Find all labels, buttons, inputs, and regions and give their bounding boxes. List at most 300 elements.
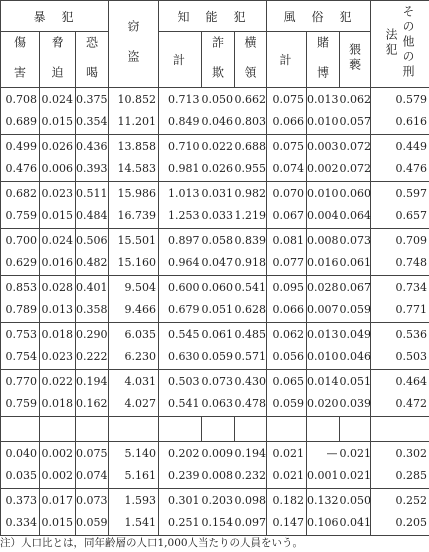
cell-value: 15.986 [117,187,157,200]
cell-value: 0.024 [41,234,73,247]
cell-value: 1.253 [168,209,200,222]
cell-value: 0.616 [395,115,428,128]
cell-value: 0.503 [168,375,200,388]
cell-value: 0.057 [339,115,372,128]
table-row [1,370,429,417]
cell-value: 0.373 [5,494,37,507]
cell-value: 0.476 [5,162,37,175]
table-cell [340,88,371,135]
cell-value: 0.194 [234,447,267,460]
cell-value: 0.059 [76,516,108,529]
table-row [1,229,429,276]
cell-value: 11.201 [117,115,157,128]
table-cell [307,489,340,536]
cell-value: 0.018 [41,328,73,341]
cell-value: 0.062 [272,328,305,341]
cell-value: 0.021 [339,447,372,460]
table-cell [76,229,109,276]
table-cell [371,229,429,276]
table-cell [40,489,76,536]
table-cell [109,370,159,417]
table-cell [202,370,235,417]
table-cell [1,442,40,489]
cell-value: 1.593 [124,494,157,507]
cell-value: 0.849 [168,115,200,128]
cell-value: 0.232 [234,469,267,482]
cell-value: 0.472 [395,397,428,410]
table-cell [40,229,76,276]
cell-value: 0.065 [272,375,305,388]
cell-value: 0.046 [339,350,372,363]
cell-value: 0.073 [201,375,234,388]
table-cell [1,182,40,229]
table-cell [109,88,159,135]
cell-value: 0.021 [272,447,305,460]
cell-value: 0.393 [76,162,108,175]
table-cell [76,88,109,135]
cell-value: 0.067 [272,209,305,222]
cell-value: 9.466 [124,303,157,316]
cell-value: 0.062 [339,93,372,106]
cell-value: 0.073 [76,494,108,507]
cell-value: 0.803 [234,115,267,128]
cell-value: 13.858 [117,140,157,153]
cell-value: 0.162 [76,397,108,410]
table-cell [307,442,340,489]
cell-value: 4.031 [124,375,157,388]
table-cell [235,135,267,182]
cell-value: 14.583 [117,162,157,175]
table-cell [307,323,340,370]
cell-value: 0.008 [201,469,234,482]
header-intellectual: 知 能 犯 [159,1,267,32]
empty-cell [40,417,76,442]
table-cell [267,88,307,135]
table-row [1,323,429,370]
table-cell [1,135,40,182]
table-cell [40,135,76,182]
cell-value: 0.239 [168,469,200,482]
table-cell [340,276,371,323]
table-cell [371,442,429,489]
table-row [1,489,429,536]
cell-value: 10.852 [117,93,157,106]
cell-value: 0.759 [5,397,37,410]
table-cell [76,489,109,536]
cell-value: 0.290 [76,328,108,341]
table-cell [340,323,371,370]
cell-value: 0.194 [76,375,108,388]
cell-value: 0.482 [76,256,108,269]
cell-value: 0.506 [76,234,108,247]
table-cell [109,135,159,182]
cell-value: 0.050 [339,494,372,507]
cell-value: 0.202 [168,447,200,460]
cell-value: 0.789 [5,303,37,316]
cell-value: 0.759 [5,209,37,222]
table-cell [235,489,267,536]
cell-value: 0.401 [76,281,108,294]
cell-value: — [326,447,338,460]
cell-value: 0.503 [395,350,428,363]
table-cell [267,276,307,323]
cell-value: 0.839 [234,234,267,247]
table-cell [1,370,40,417]
table-cell [267,182,307,229]
cell-value: 0.754 [5,350,37,363]
cell-value: 0.710 [168,140,200,153]
cell-value: 0.006 [41,162,73,175]
cell-value: 0.154 [201,516,234,529]
cell-value: 0.302 [395,447,428,460]
header-other-criminal: その他の刑法犯 [371,1,429,88]
cell-value: 0.682 [5,187,37,200]
cell-value: 0.748 [395,256,428,269]
cell-value: 0.060 [201,281,234,294]
table-row [1,182,429,229]
cell-value: 0.182 [272,494,305,507]
cell-value: 0.039 [339,397,372,410]
cell-value: 0.016 [41,256,73,269]
table-cell [340,489,371,536]
cell-value: 0.059 [201,350,234,363]
empty-cell [235,417,267,442]
cell-value: 0.018 [41,397,73,410]
table-note: 注）人口比とは，同年齢層の人口1,000人当たりの人員をいう。 [0,537,304,549]
cell-value: 0.541 [234,281,267,294]
table-cell [267,135,307,182]
cell-value: 0.075 [272,93,305,106]
cell-value: 0.982 [234,187,267,200]
cell-value: 0.024 [41,93,73,106]
table-cell [40,182,76,229]
table-cell [109,182,159,229]
cell-value: 0.021 [339,469,372,482]
cell-value: 0.010 [307,187,339,200]
cell-value: 0.449 [395,140,428,153]
cell-value: 9.504 [124,281,157,294]
cell-value: 0.981 [168,162,200,175]
cell-value: 0.017 [41,494,73,507]
cell-value: 0.098 [234,494,267,507]
cell-value: 0.074 [272,162,305,175]
table-cell [1,276,40,323]
cell-value: 0.205 [395,516,428,529]
table-cell [267,489,307,536]
table-row [1,276,429,323]
table-cell [109,323,159,370]
cell-value: 0.001 [307,469,339,482]
cell-value: 0.010 [307,350,339,363]
cell-value: 0.072 [339,162,372,175]
cell-value: 0.046 [201,115,234,128]
cell-value: 0.252 [395,494,428,507]
cell-value: 0.010 [307,115,339,128]
table-cell [371,182,429,229]
header-extortion: 恐 喝 [76,32,109,88]
cell-value: 0.375 [76,93,108,106]
cell-value: 0.081 [272,234,305,247]
cell-value: 0.061 [201,328,234,341]
header-intimidation: 脅 迫 [40,32,76,88]
cell-value: 0.478 [234,397,267,410]
table-cell [202,323,235,370]
table-cell [159,323,202,370]
cell-value: 0.464 [395,375,428,388]
table-cell [202,276,235,323]
cell-value: 0.028 [307,281,339,294]
cell-value: 0.016 [307,256,339,269]
cell-value: 0.545 [168,328,200,341]
table-cell [340,182,371,229]
table-cell [1,323,40,370]
cell-value: 6.230 [124,350,157,363]
cell-value: 0.073 [339,234,372,247]
cell-value: 0.059 [272,397,305,410]
cell-value: 0.430 [234,375,267,388]
cell-value: 0.853 [5,281,37,294]
table-cell [235,323,267,370]
cell-value: 0.770 [5,375,37,388]
cell-value: 0.106 [307,516,339,529]
table-cell [1,88,40,135]
table-cell [235,370,267,417]
cell-value: 0.070 [272,187,305,200]
cell-value: 0.008 [307,234,339,247]
empty-cell [267,417,307,442]
cell-value: 0.700 [5,234,37,247]
cell-value: 0.063 [201,397,234,410]
header-assault: 傷 害 [1,32,40,88]
table-cell [371,88,429,135]
cell-value: 0.026 [201,162,234,175]
table-cell [235,442,267,489]
cell-value: 0.251 [168,516,200,529]
cell-value: 1.219 [234,209,267,222]
empty-cell [109,417,159,442]
table-cell [340,229,371,276]
cell-value: 5.161 [124,469,157,482]
header-theft: 窃 盗 [109,1,159,88]
cell-value: 0.002 [307,162,339,175]
empty-cell [202,417,235,442]
cell-value: 0.009 [201,447,234,460]
cell-value: 0.049 [339,328,372,341]
header-embezzlement: 横 領 [235,32,267,88]
table-cell [76,442,109,489]
table-row [1,88,429,135]
cell-value: 0.014 [307,375,339,388]
cell-value: 0.003 [307,140,339,153]
table-cell [40,442,76,489]
empty-cell [307,417,340,442]
table-cell [159,229,202,276]
header-intellectual-total: 計 [159,32,202,88]
cell-value: 0.629 [5,256,37,269]
cell-value: 0.035 [5,469,37,482]
cell-value: 0.358 [76,303,108,316]
cell-value: 1.013 [168,187,200,200]
cell-value: 0.066 [272,115,305,128]
table-cell [109,229,159,276]
cell-value: 0.058 [201,234,234,247]
table-cell [235,276,267,323]
cell-value: 0.023 [41,187,73,200]
table-cell [340,442,371,489]
cell-value: 0.004 [307,209,339,222]
cell-value: 0.334 [5,516,37,529]
cell-value: 15.501 [117,234,157,247]
empty-cell [371,417,429,442]
cell-value: 0.708 [5,93,37,106]
empty-cell [1,417,40,442]
cell-value: 0.015 [41,115,73,128]
table-cell [202,88,235,135]
table-cell [40,276,76,323]
cell-value: 0.013 [307,328,339,341]
cell-value: 0.021 [272,469,305,482]
table-cell [340,135,371,182]
table-cell [371,370,429,417]
cell-value: 0.203 [201,494,234,507]
table-cell [371,489,429,536]
cell-value: 0.541 [168,397,200,410]
cell-value: 0.056 [272,350,305,363]
cell-value: 0.015 [41,209,73,222]
section-gap [1,417,429,442]
header-violent: 暴 犯 [1,1,109,32]
table-cell [40,88,76,135]
table-cell [109,442,159,489]
table-cell [159,135,202,182]
table-cell [371,276,429,323]
table-cell [202,135,235,182]
table-cell [159,182,202,229]
cell-value: 0.050 [201,93,234,106]
table-cell [307,182,340,229]
cell-value: 0.734 [395,281,428,294]
cell-value: 0.600 [168,281,200,294]
table-cell [109,276,159,323]
cell-value: 0.020 [307,397,339,410]
cell-value: 0.022 [41,375,73,388]
table-cell [40,323,76,370]
table-cell [76,182,109,229]
table-cell [371,135,429,182]
table-cell [371,323,429,370]
empty-cell [76,417,109,442]
table-cell [267,323,307,370]
cell-value: 0.013 [307,93,339,106]
cell-value: 0.897 [168,234,200,247]
cell-value: 0.013 [41,303,73,316]
table-cell [267,370,307,417]
table-cell [202,442,235,489]
table-cell [307,370,340,417]
table-cell [307,135,340,182]
cell-value: 0.051 [339,375,372,388]
table-cell [76,370,109,417]
table-row [1,442,429,489]
cell-value: 1.541 [124,516,157,529]
table-cell [1,229,40,276]
cell-value: 0.064 [339,209,372,222]
table-cell [235,182,267,229]
table-cell [267,229,307,276]
table-cell [235,229,267,276]
empty-cell [340,417,371,442]
cell-value: 0.075 [272,140,305,153]
cell-value: 0.033 [201,209,234,222]
cell-value: 0.007 [307,303,339,316]
cell-value: 0.688 [234,140,267,153]
table-row [1,135,429,182]
cell-value: 0.955 [234,162,267,175]
header-obscene: 猥褻 [340,32,371,88]
cell-value: 0.285 [395,469,428,482]
cell-value: 0.354 [76,115,108,128]
table-cell [109,489,159,536]
cell-value: 6.035 [124,328,157,341]
cell-value: 0.026 [41,140,73,153]
cell-value: 0.679 [168,303,200,316]
table-cell [307,276,340,323]
cell-value: 5.140 [124,447,157,460]
cell-value: 0.031 [201,187,234,200]
cell-value: 0.689 [5,115,37,128]
cell-value: 0.066 [272,303,305,316]
header-moral: 風 俗 犯 [267,1,371,32]
cell-value: 0.061 [339,256,372,269]
table-cell [76,135,109,182]
cell-value: 0.662 [234,93,267,106]
cell-value: 0.059 [339,303,372,316]
cell-value: 0.132 [307,494,339,507]
cell-value: 0.630 [168,350,200,363]
cell-value: 0.060 [339,187,372,200]
cell-value: 0.485 [234,328,267,341]
cell-value: 0.476 [395,162,428,175]
table-cell [307,88,340,135]
table-cell [159,370,202,417]
cell-value: 0.436 [76,140,108,153]
cell-value: 0.709 [395,234,428,247]
cell-value: 0.222 [76,350,108,363]
table-cell [202,489,235,536]
table-cell [340,370,371,417]
cell-value: 0.047 [201,256,234,269]
cell-value: 0.028 [41,281,73,294]
table-cell [76,323,109,370]
cell-value: 0.964 [168,256,200,269]
cell-value: 15.160 [117,256,157,269]
empty-cell [159,417,202,442]
table-cell [202,182,235,229]
cell-value: 0.918 [234,256,267,269]
cell-value: 0.077 [272,256,305,269]
cell-value: 0.301 [168,494,200,507]
cell-value: 0.072 [339,140,372,153]
cell-value: 0.022 [201,140,234,153]
header-fraud: 詐 欺 [202,32,235,88]
cell-value: 0.499 [5,140,37,153]
cell-value: 0.002 [41,469,73,482]
cell-value: 0.075 [76,447,108,460]
table-cell [1,489,40,536]
cell-value: 0.067 [339,281,372,294]
cell-value: 0.095 [272,281,305,294]
table-cell [159,489,202,536]
